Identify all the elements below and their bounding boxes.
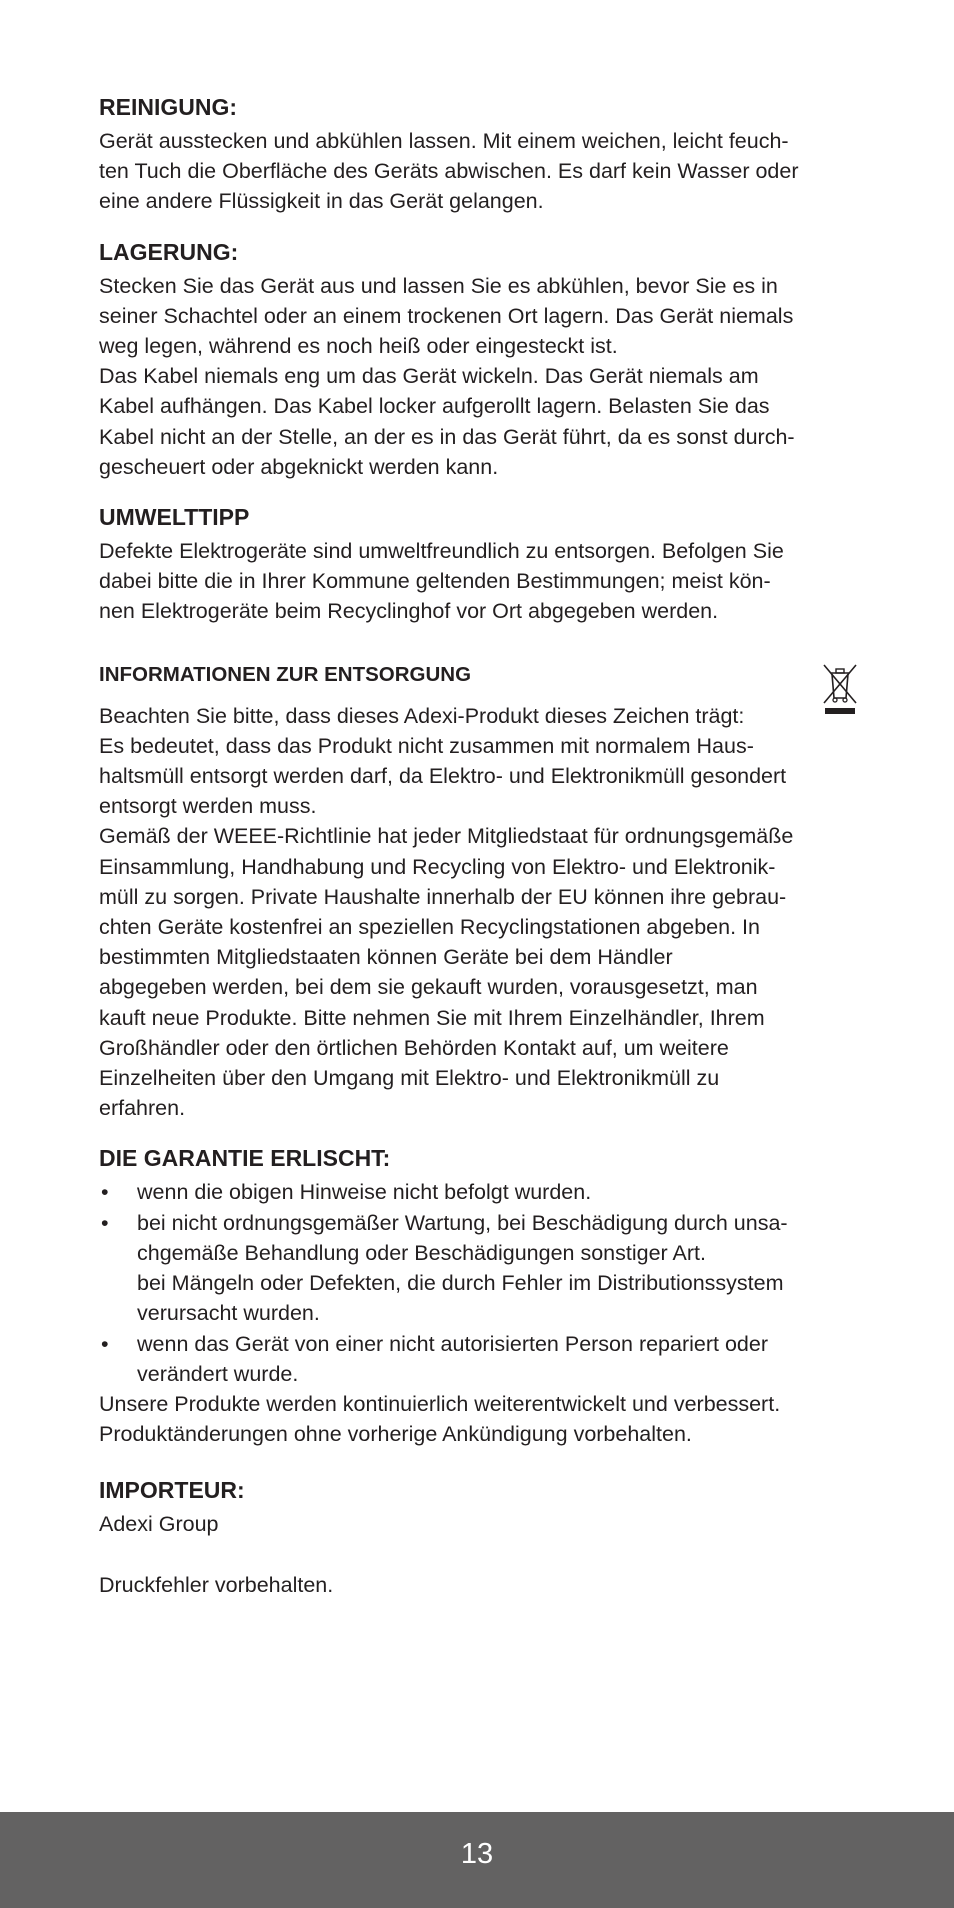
text-line: seiner Schachtel oder an einem trockenen Ort lagern. Das Gerät niemals xyxy=(99,303,794,328)
text-line: Defekte Elektrogeräte sind umweltfreundlich zu entsorgen. Befolgen Sie xyxy=(99,539,784,564)
section-warranty xyxy=(99,1143,859,1449)
environment-heading: UMWELTTIPP xyxy=(99,504,250,531)
text-line: Einzelheiten über den Umgang mit Elektro- und Elektronikmüll zu xyxy=(99,1066,720,1091)
disposal-first-line xyxy=(99,701,859,731)
disclaimer-text: Druckfehler vorbehalten. xyxy=(99,1572,334,1597)
list-item xyxy=(99,1329,859,1389)
text-line: haltsmüll entsorgt werden darf, da Elektro- und Elektronikmüll gesondert xyxy=(99,764,787,789)
text-line: abgegeben werden, bei dem sie gekauft wurden, vorausgesetzt, man xyxy=(99,975,758,1000)
warranty-list xyxy=(99,1177,859,1388)
text-line: Stecken Sie das Gerät aus und lassen Sie es abkühlen, bevor Sie es in xyxy=(99,273,778,298)
section-disposal xyxy=(99,661,859,1124)
text-line: Das Kabel niemals eng um das Gerät wickeln. Das Gerät niemals am xyxy=(99,364,759,389)
text-line: müll zu sorgen. Private Haushalte innerhalb der EU können ihre gebrau- xyxy=(99,884,787,909)
text-line: dabei bitte die in Ihrer Kommune geltenden Bestimmungen; meist kön- xyxy=(99,569,771,594)
text-line: entsorgt werden muss. xyxy=(99,794,317,819)
list-item xyxy=(99,1177,859,1207)
text-line: Es bedeutet, dass das Produkt nicht zusammen mit normalem Haus- xyxy=(99,733,754,758)
list-item xyxy=(99,1208,859,1329)
text-line: chgemäße Behandlung oder Beschädigungen sonstiger Art. xyxy=(137,1240,706,1265)
environment-text xyxy=(99,536,859,627)
disposal-heading: INFORMATIONEN ZUR ENTSORGUNG xyxy=(99,662,472,686)
storage-heading: LAGERUNG: xyxy=(99,238,239,265)
text-line: Gerät ausstecken und abkühlen lassen. Mit einem weichen, leicht feuch- xyxy=(99,129,789,153)
section-environment xyxy=(99,502,859,627)
text-line: Gemäß der WEEE-Richtlinie hat jeder Mitgliedstaat für ordnungsgemäße xyxy=(99,824,794,849)
text-line: wenn die obigen Hinweise nicht befolgt wurden. xyxy=(137,1180,592,1205)
text-line: erfahren. xyxy=(99,1096,186,1121)
disposal-text xyxy=(99,701,859,1124)
text-line: Unsere Produkte werden kontinuierlich weiterentwickelt und verbessert. xyxy=(99,1391,781,1416)
warranty-heading: DIE GARANTIE ERLISCHT: xyxy=(99,1145,391,1172)
text-line: ten Tuch die Oberfläche des Geräts abwischen. Es darf kein Wasser oder xyxy=(99,159,799,184)
weee-crossed-bin-icon xyxy=(821,661,859,717)
importer-name: Adexi Group xyxy=(99,1512,219,1537)
bullet-icon: • xyxy=(101,1331,109,1356)
text-line: Einsammlung, Handhabung und Recycling von Elektro- und Elektronik- xyxy=(99,854,776,879)
section-importer xyxy=(99,1475,859,1539)
text-line: Kabel aufhängen. Das Kabel locker aufgerollt lagern. Belasten Sie das xyxy=(99,394,770,419)
page-number: 13 xyxy=(460,1838,494,1870)
cleaning-text xyxy=(99,126,859,217)
bullet-icon: • xyxy=(101,1180,109,1205)
text-line: Kabel nicht an der Stelle, an der es in das Gerät führt, da es sonst durch- xyxy=(99,424,795,449)
text-line: bestimmten Mitgliedstaaten können Geräte bei dem Händler xyxy=(99,945,673,970)
cleaning-heading: REINIGUNG: xyxy=(99,94,237,120)
text-line: gescheuert oder abgeknickt werden kann. xyxy=(99,454,499,479)
text-line: eine andere Flüssigkeit in das Gerät gelangen. xyxy=(99,189,544,214)
text-line: Beachten Sie bitte, dass dieses Adexi-Produkt dieses Zeichen trägt: xyxy=(99,703,745,728)
storage-text xyxy=(99,271,859,482)
bullet-icon: • xyxy=(101,1210,109,1235)
page-footer xyxy=(0,1812,954,1908)
text-line: verändert wurde. xyxy=(137,1361,299,1386)
text-line: kauft neue Produkte. Bitte nehmen Sie mit Ihrem Einzelhändler, Ihrem xyxy=(99,1005,765,1030)
text-line: chten Geräte kostenfrei an speziellen Recyclingstationen abgeben. In xyxy=(99,915,760,940)
text-line: bei nicht ordnungsgemäßer Wartung, bei Beschädigung durch unsa- xyxy=(137,1210,788,1235)
section-storage xyxy=(99,237,859,482)
text-line: verursacht wurden. xyxy=(137,1301,320,1326)
warranty-note xyxy=(99,1389,859,1449)
text-line: wenn das Gerät von einer nicht autorisierten Person repariert oder xyxy=(137,1331,769,1356)
text-line: Großhändler oder den örtlichen Behörden Kontakt auf, um weitere xyxy=(99,1035,729,1060)
document-body xyxy=(99,92,859,1600)
text-line: Produktänderungen ohne vorherige Ankündigung vorbehalten. xyxy=(99,1422,692,1447)
importer-heading: IMPORTEUR: xyxy=(99,1477,245,1504)
text-line: weg legen, während es noch heiß oder eingesteckt ist. xyxy=(99,334,618,359)
section-cleaning xyxy=(99,92,859,217)
text-line: bei Mängeln oder Defekten, die durch Fehler im Distributionssystem xyxy=(137,1271,784,1296)
text-line: nen Elektrogeräte beim Recyclinghof vor Ort abgegeben werden. xyxy=(99,599,719,624)
